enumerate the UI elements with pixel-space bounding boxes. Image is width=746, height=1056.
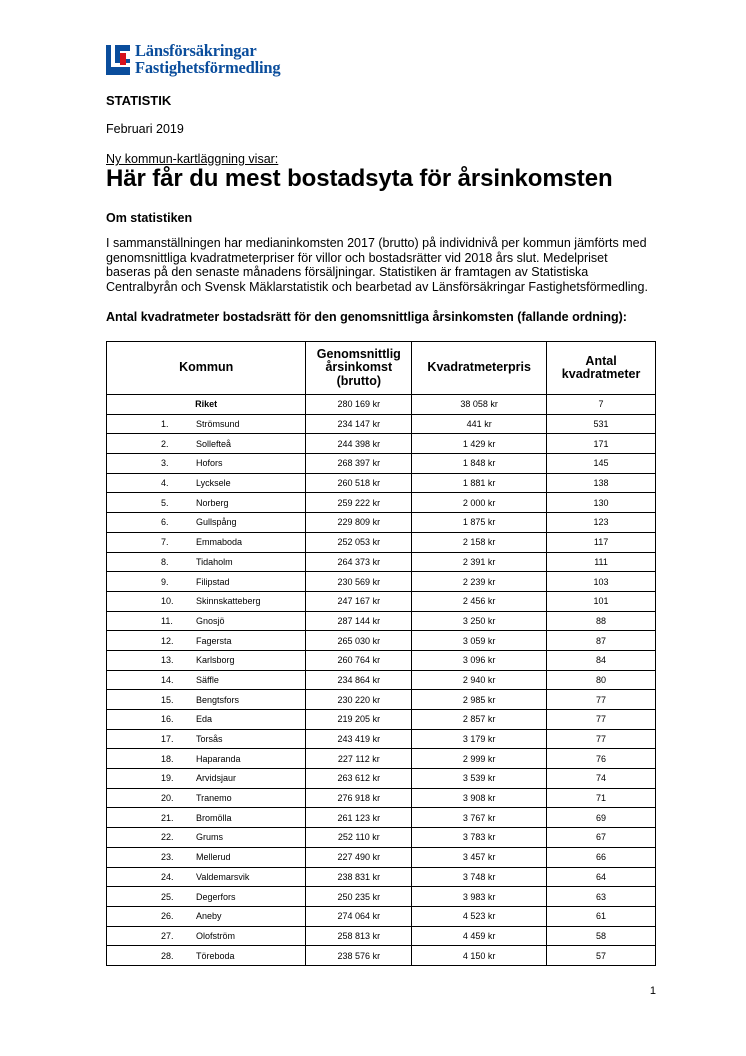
table-row	[107, 572, 656, 592]
cell-kommun	[107, 454, 306, 474]
table-row	[107, 887, 656, 907]
cell-count: 77	[547, 729, 656, 749]
body-line: I sammanställningen har medianinkomsten 2017 (brutto) på individnivå per kommun jämförts med	[106, 236, 647, 250]
cell-count: 63	[547, 887, 656, 907]
cell-name: Degerfors	[196, 891, 236, 902]
riket-label: Riket	[107, 395, 306, 415]
cell-kommun	[107, 611, 306, 631]
cell-count: 80	[547, 670, 656, 690]
header-income-line: årsinkomst	[325, 360, 393, 375]
cell-price: 2 940 kr	[412, 670, 547, 690]
table-row	[107, 552, 656, 572]
document-label: STATISTIK	[106, 93, 172, 108]
cell-count: 61	[547, 906, 656, 926]
cell-name: Lycksele	[196, 478, 231, 489]
table-title: Antal kvadratmeter bostadsrätt för den genomsnittliga årsinkomsten (fallande ordning):	[106, 310, 627, 324]
cell-count: 57	[547, 946, 656, 966]
table-row	[107, 631, 656, 651]
cell-name: Olofström	[196, 930, 236, 941]
cell-income: 234 864 kr	[306, 670, 412, 690]
cell-name: Bengtsfors	[196, 694, 240, 705]
header-count	[547, 342, 656, 395]
cell-name: Sollefteå	[196, 438, 232, 449]
header-price: Kvadratmeterpris	[412, 342, 547, 395]
cell-kommun	[107, 828, 306, 848]
cell-count: 531	[547, 414, 656, 434]
header-count-line: Antal	[585, 353, 617, 368]
cell-income: 229 809 kr	[306, 513, 412, 533]
cell-rank: 18.	[161, 753, 174, 764]
cell-income: 244 398 kr	[306, 434, 412, 454]
cell-rank: 5.	[161, 497, 169, 508]
cell-income: 219 205 kr	[306, 710, 412, 730]
table-row	[107, 749, 656, 769]
cell-kommun	[107, 493, 306, 513]
cell-name: Eda	[196, 714, 213, 725]
cell-name: Arvidsjaur	[196, 773, 237, 784]
document-date: Februari 2019	[106, 122, 184, 136]
cell-rank: 24.	[161, 871, 174, 882]
cell-count: 111	[547, 552, 656, 572]
cell-price: 1 429 kr	[412, 434, 547, 454]
cell-income: 260 518 kr	[306, 473, 412, 493]
cell-income: 261 123 kr	[306, 808, 412, 828]
cell-price: 4 150 kr	[412, 946, 547, 966]
logo-wordmark	[135, 42, 280, 76]
cell-name: Tidaholm	[196, 556, 233, 567]
cell-kommun	[107, 513, 306, 533]
logo-line-1: Länsförsäkringar	[135, 41, 257, 60]
header-income-line: Genomsnittlig	[316, 346, 401, 361]
header-kommun: Kommun	[107, 342, 306, 395]
cell-income: 274 064 kr	[306, 906, 412, 926]
cell-count: 138	[547, 473, 656, 493]
cell-count: 69	[547, 808, 656, 828]
header-income-line: (brutto)	[336, 373, 381, 388]
cell-income: 252 053 kr	[306, 532, 412, 552]
cell-count: 88	[547, 611, 656, 631]
cell-price: 2 857 kr	[412, 710, 547, 730]
cell-rank: 9.	[161, 576, 169, 587]
table-row	[107, 611, 656, 631]
cell-price: 3 908 kr	[412, 788, 547, 808]
cell-name: Filipstad	[196, 576, 230, 587]
cell-rank: 11.	[161, 615, 173, 626]
headline-kicker: Ny kommun-kartläggning visar:	[106, 152, 279, 166]
cell-count: 74	[547, 769, 656, 789]
cell-name: Bromölla	[196, 812, 232, 823]
cell-price: 4 523 kr	[412, 906, 547, 926]
cell-price: 3 096 kr	[412, 650, 547, 670]
cell-income: 230 220 kr	[306, 690, 412, 710]
cell-price: 2 456 kr	[412, 591, 547, 611]
cell-kommun	[107, 946, 306, 966]
cell-name: Hofors	[196, 458, 223, 469]
cell-kommun	[107, 434, 306, 454]
cell-income: 263 612 kr	[306, 769, 412, 789]
table-row	[107, 493, 656, 513]
cell-name: Emmaboda	[196, 537, 243, 548]
cell-rank: 19.	[161, 773, 174, 784]
cell-kommun	[107, 631, 306, 651]
logo-line-2: Fastighetsförmedling	[135, 58, 281, 77]
cell-income: 238 576 kr	[306, 946, 412, 966]
cell-price: 2 158 kr	[412, 532, 547, 552]
cell-rank: 26.	[161, 911, 174, 922]
cell-price: 3 059 kr	[412, 631, 547, 651]
cell-kommun	[107, 749, 306, 769]
table-row	[107, 808, 656, 828]
cell-rank: 10.	[161, 596, 174, 607]
cell-price: 3 179 kr	[412, 729, 547, 749]
table-row	[107, 473, 656, 493]
cell-rank: 8.	[161, 556, 169, 567]
cell-income: 268 397 kr	[306, 454, 412, 474]
cell-kommun	[107, 867, 306, 887]
cell-count: 84	[547, 650, 656, 670]
table-row	[107, 690, 656, 710]
table-row	[107, 847, 656, 867]
cell-kommun	[107, 808, 306, 828]
cell-price: 2 239 kr	[412, 572, 547, 592]
cell-rank: 17.	[161, 734, 174, 745]
cell-income: 238 831 kr	[306, 867, 412, 887]
table-row	[107, 513, 656, 533]
cell-income: 252 110 kr	[306, 828, 412, 848]
cell-name: Fagersta	[196, 635, 232, 646]
cell-kommun	[107, 847, 306, 867]
statistics-table	[106, 341, 656, 966]
cell-price: 2 391 kr	[412, 552, 547, 572]
cell-count: 71	[547, 788, 656, 808]
cell-count: 145	[547, 454, 656, 474]
cell-kommun	[107, 710, 306, 730]
cell-income: 243 419 kr	[306, 729, 412, 749]
cell-kommun	[107, 670, 306, 690]
cell-kommun	[107, 572, 306, 592]
cell-price: 3 767 kr	[412, 808, 547, 828]
cell-count: 58	[547, 926, 656, 946]
cell-count: 64	[547, 867, 656, 887]
cell-count: 117	[547, 532, 656, 552]
body-paragraph	[106, 236, 666, 294]
cell-kommun	[107, 788, 306, 808]
cell-price: 1 881 kr	[412, 473, 547, 493]
cell-count: 123	[547, 513, 656, 533]
cell-rank: 27.	[161, 930, 174, 941]
cell-price: 3 457 kr	[412, 847, 547, 867]
cell-income: 265 030 kr	[306, 631, 412, 651]
cell-rank: 1.	[161, 419, 169, 430]
cell-name: Säffle	[196, 674, 219, 685]
cell-rank: 22.	[161, 832, 174, 843]
cell-income: 287 144 kr	[306, 611, 412, 631]
cell-price: 2 985 kr	[412, 690, 547, 710]
riket-price: 38 058 kr	[412, 395, 547, 415]
cell-income: 247 167 kr	[306, 591, 412, 611]
table-row-riket	[107, 395, 656, 415]
cell-kommun	[107, 769, 306, 789]
cell-rank: 3.	[161, 458, 169, 469]
cell-rank: 25.	[161, 891, 174, 902]
table-row	[107, 454, 656, 474]
cell-count: 101	[547, 591, 656, 611]
cell-kommun	[107, 887, 306, 907]
cell-rank: 14.	[161, 674, 174, 685]
cell-price: 441 kr	[412, 414, 547, 434]
cell-price: 3 748 kr	[412, 867, 547, 887]
cell-income: 276 918 kr	[306, 788, 412, 808]
cell-rank: 7.	[161, 537, 169, 548]
cell-kommun	[107, 650, 306, 670]
page-title: Här får du mest bostadsyta för årsinkomsten	[106, 165, 613, 192]
cell-price: 1 875 kr	[412, 513, 547, 533]
table-row	[107, 788, 656, 808]
cell-count: 76	[547, 749, 656, 769]
cell-kommun	[107, 906, 306, 926]
cell-income: 258 813 kr	[306, 926, 412, 946]
cell-count: 77	[547, 690, 656, 710]
cell-price: 2 000 kr	[412, 493, 547, 513]
cell-rank: 13.	[161, 655, 174, 666]
cell-income: 227 490 kr	[306, 847, 412, 867]
table-row	[107, 828, 656, 848]
table-row	[107, 710, 656, 730]
cell-kommun	[107, 690, 306, 710]
cell-rank: 20.	[161, 793, 174, 804]
cell-name: Strömsund	[196, 419, 240, 430]
cell-name: Haparanda	[196, 753, 241, 764]
cell-count: 130	[547, 493, 656, 513]
table-row	[107, 670, 656, 690]
table-row	[107, 729, 656, 749]
table-row	[107, 867, 656, 887]
cell-price: 3 539 kr	[412, 769, 547, 789]
body-line: baseras på den senaste månadens försäljningar. Statistiken är framtagen av Statistiska	[106, 265, 589, 279]
cell-name: Töreboda	[196, 950, 235, 961]
table-row	[107, 906, 656, 926]
table-row	[107, 946, 656, 966]
cell-income: 260 764 kr	[306, 650, 412, 670]
cell-rank: 16.	[161, 714, 174, 725]
table-row	[107, 650, 656, 670]
cell-income: 230 569 kr	[306, 572, 412, 592]
header-count-line: kvadratmeter	[561, 367, 641, 381]
table-row	[107, 926, 656, 946]
table-row	[107, 414, 656, 434]
cell-count: 77	[547, 710, 656, 730]
cell-count: 171	[547, 434, 656, 454]
table-row	[107, 591, 656, 611]
table-row	[107, 769, 656, 789]
cell-income: 227 112 kr	[306, 749, 412, 769]
cell-price: 4 459 kr	[412, 926, 547, 946]
riket-income: 280 169 kr	[306, 395, 412, 415]
cell-price: 2 999 kr	[412, 749, 547, 769]
cell-count: 66	[547, 847, 656, 867]
cell-name: Valdemarsvik	[196, 871, 250, 882]
section-title: Om statistiken	[106, 211, 193, 225]
table-row	[107, 532, 656, 552]
body-line: genomsnittliga kvadratmeterpriser för villor och bostadsrätter vid 2018 års slut. Medelpriset	[106, 250, 608, 265]
cell-kommun	[107, 926, 306, 946]
cell-name: Mellerud	[196, 852, 231, 863]
page-number: 1	[649, 985, 656, 997]
cell-kommun	[107, 473, 306, 493]
cell-price: 3 250 kr	[412, 611, 547, 631]
cell-price: 1 848 kr	[412, 454, 547, 474]
cell-kommun	[107, 532, 306, 552]
cell-kommun	[107, 591, 306, 611]
cell-rank: 12.	[161, 635, 174, 646]
cell-kommun	[107, 552, 306, 572]
cell-name: Aneby	[196, 911, 222, 922]
table-row	[107, 434, 656, 454]
cell-rank: 6.	[161, 517, 169, 528]
cell-rank: 4.	[161, 478, 169, 489]
cell-income: 250 235 kr	[306, 887, 412, 907]
cell-count: 67	[547, 828, 656, 848]
cell-rank: 2.	[161, 438, 169, 449]
cell-price: 3 783 kr	[412, 828, 547, 848]
header-income	[306, 342, 412, 395]
cell-name: Karlsborg	[196, 655, 235, 666]
cell-name: Torsås	[196, 734, 223, 745]
table-header-row	[107, 342, 656, 395]
riket-count: 7	[547, 395, 656, 415]
cell-rank: 28.	[161, 950, 174, 961]
cell-income: 259 222 kr	[306, 493, 412, 513]
cell-income: 264 373 kr	[306, 552, 412, 572]
cell-rank: 21.	[161, 812, 174, 823]
cell-income: 234 147 kr	[306, 414, 412, 434]
cell-name: Gnosjö	[196, 615, 225, 626]
cell-rank: 15.	[161, 694, 174, 705]
cell-count: 103	[547, 572, 656, 592]
cell-count: 87	[547, 631, 656, 651]
cell-kommun	[107, 414, 306, 434]
cell-name: Grums	[196, 832, 223, 843]
cell-kommun	[107, 729, 306, 749]
cell-price: 3 983 kr	[412, 887, 547, 907]
cell-rank: 23.	[161, 852, 174, 863]
cell-name: Skinnskatteberg	[196, 596, 261, 607]
logo-mark-icon	[106, 45, 130, 75]
cell-name: Gullspång	[196, 517, 237, 528]
cell-name: Tranemo	[196, 793, 232, 804]
cell-name: Norberg	[196, 497, 229, 508]
body-line: Centralbyrån och Svensk Mäklarstatistik och bearbetad av Länsförsäkringar Fastighetsförmedling.	[106, 279, 648, 294]
